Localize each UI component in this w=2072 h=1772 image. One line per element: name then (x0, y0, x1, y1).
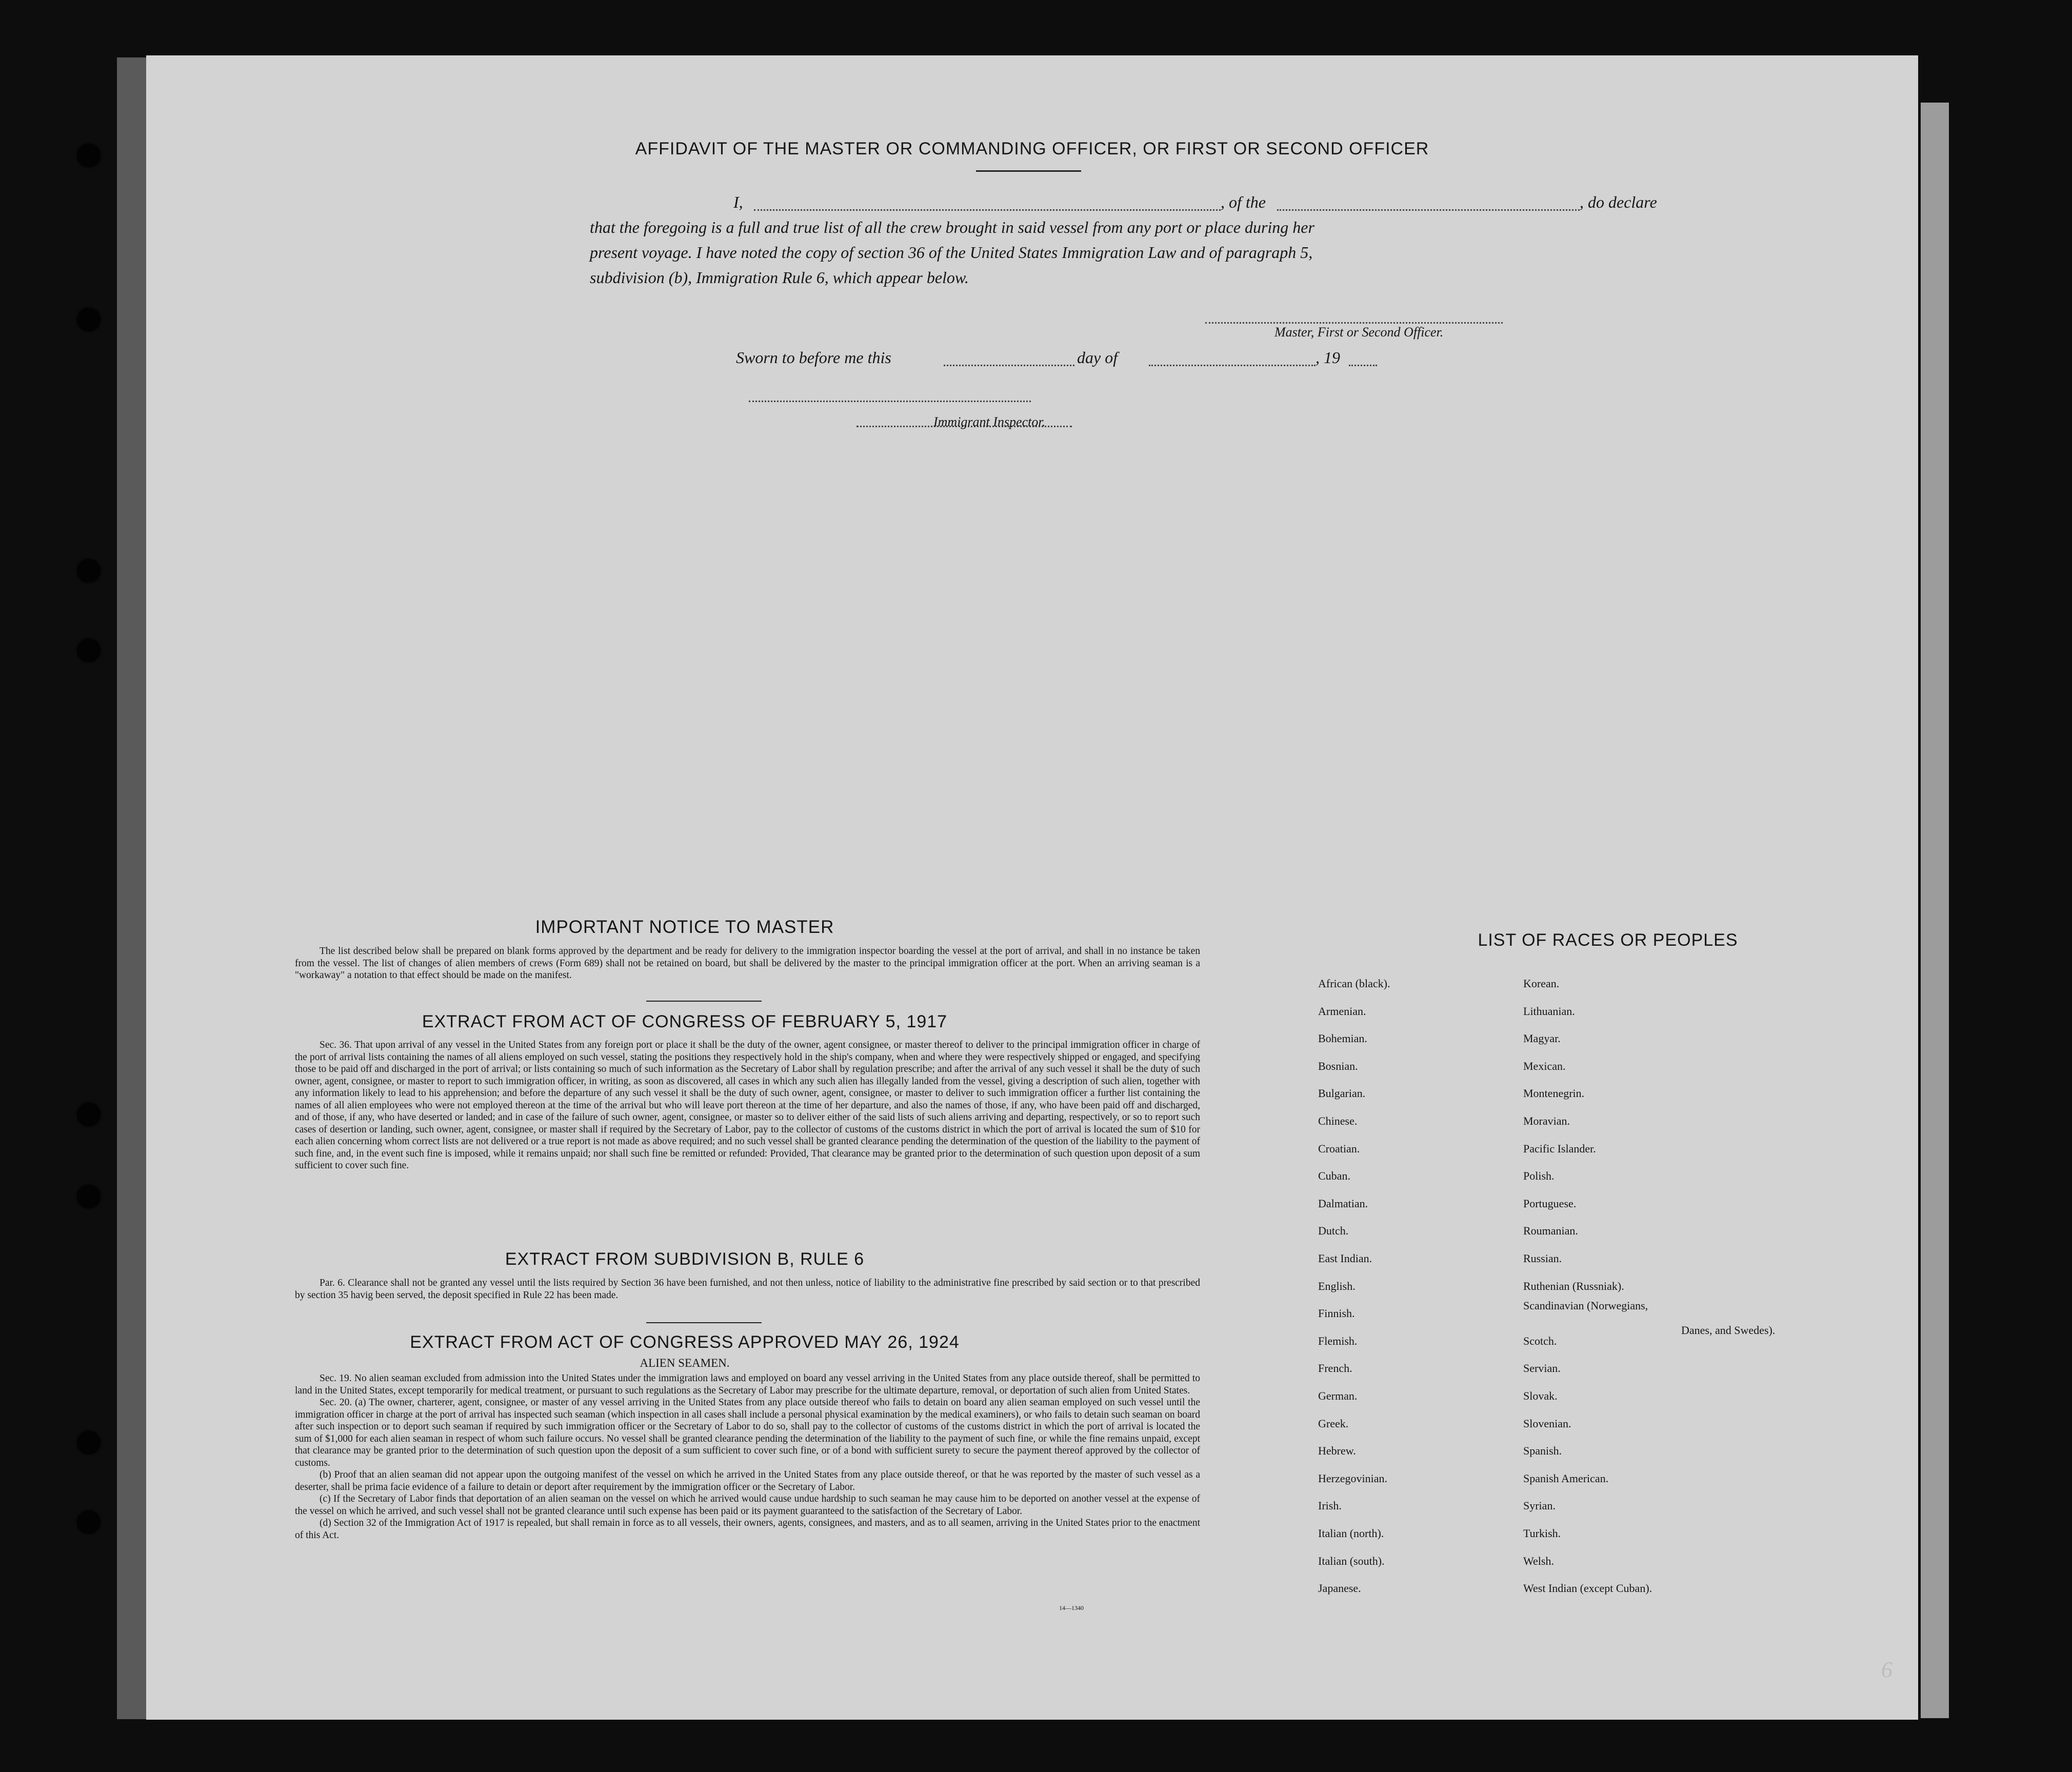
race-item: African (black). (1318, 977, 1390, 990)
punch-hole (77, 1103, 101, 1126)
race-item: Bohemian. (1318, 1032, 1367, 1045)
race-item: Servian. (1523, 1362, 1561, 1375)
punch-hole (77, 1431, 101, 1455)
extract-1924-title: EXTRACT FROM ACT OF CONGRESS APPROVED MAY 26, 1924 (410, 1332, 960, 1352)
race-item: Turkish. (1523, 1527, 1561, 1540)
sec-20a-text: Sec. 20. (a) The owner, charterer, agent, consignee, or master of any vessel arriving in the United States from any place outside thereof who fails to detain on board any alien seaman employed on such vessel until the immigration officer in charge at the port of arrival has inspected such seaman (which inspection in all cases shall include a personal physical examination by the medical examiners), or who fails to detain such seaman on board after such inspection or to deport such seaman if required by such immigration officer or the Secretary of Labor to do so, shall pay to the collector of customs of the customs district in which the port of arrival is located the sum of $1,000 for each alien seaman in respect of whom such failure occurs. No vessel shall be granted clearance pending the determination of the liability to the payment of such fine, or while the fine remains unpaid, except that clearance may be granted prior to the determination of such question upon the deposit of a sum sufficient to cover such fine, or of a bond with sufficient surety to secure the payment thereof approved by the collector of customs. (295, 1397, 1200, 1468)
race-item: Croatian. (1318, 1142, 1360, 1155)
back-page-margin (117, 57, 146, 1719)
title-rule (976, 170, 1081, 172)
extract-1924-subtitle: ALIEN SEAMEN. (640, 1357, 730, 1369)
year-blank (1349, 365, 1377, 366)
subdivision-text-block (295, 1277, 1200, 1301)
subdivision-title: EXTRACT FROM SUBDIVISION B, RULE 6 (505, 1249, 865, 1269)
divider (646, 1322, 762, 1323)
race-item: Slovenian. (1523, 1417, 1571, 1430)
race-item: Moravian. (1523, 1114, 1570, 1127)
race-item: Italian (north). (1318, 1527, 1384, 1540)
notice-title: IMPORTANT NOTICE TO MASTER (535, 917, 834, 937)
subdivision-text: Par. 6. Clearance shall not be granted any vessel until the lists required by Section 36 have been furnished, and not then unless, notice of liability to the administrative fine prescribed by said section or to that prescribed by section 35 havig been served, the deposit specified in Rule 22 has been made. (295, 1278, 1200, 1301)
affidavit-line-4: subdivision (b), Immigration Rule 6, which appear below. (590, 268, 969, 287)
vessel-blank (1277, 209, 1580, 211)
race-item: Hebrew. (1318, 1444, 1356, 1458)
race-item: West Indian (except Cuban). (1523, 1582, 1652, 1595)
race-item: Dalmatian. (1318, 1197, 1368, 1210)
extract-1917-title: EXTRACT FROM ACT OF CONGRESS OF FEBRUARY 5, 1917 (422, 1012, 948, 1031)
punch-hole (77, 1185, 101, 1208)
month-blank (1149, 365, 1316, 366)
extract-1924-text-block (295, 1372, 1200, 1541)
back-sheet-edge (1921, 103, 1949, 1718)
name-blank (754, 209, 1221, 211)
race-item: Italian (south). (1318, 1554, 1385, 1567)
race-item: Irish. (1318, 1499, 1342, 1512)
form-number: 14—1340 (1059, 1604, 1084, 1611)
sworn-text: Sworn to before me this (736, 348, 891, 367)
inspector-signature-line (749, 401, 1031, 402)
race-item: Pacific Islander. (1523, 1142, 1596, 1155)
affidavit-do-declare: , do declare (1580, 193, 1657, 211)
sec-19-text: Sec. 19. No alien seaman excluded from admission into the United States under the immigration laws and employed on board any vessel arriving in the United States from any place outside thereof, shall be permitted to land in the United States, except temporarily for medical treatment, or pursuant to such regulations as the Secretary of Labor may prescribe for the ultimate departure, removal, or deportation of such alien from United States. (295, 1373, 1200, 1396)
punch-hole (77, 144, 101, 167)
extract-1917-text-block (295, 1039, 1200, 1172)
sec-20b-text: (b) Proof that an alien seaman did not appear upon the outgoing manifest of the vessel on which he arrived in the United States from any place outside thereof, or that he was reported by the master of such vessel as a deserter, shall be prima facie evidence of a failure to detain or deport after requirement by the immigration officer or the Secretary of Labor. (295, 1469, 1200, 1492)
notice-text-block (295, 945, 1200, 982)
race-item: Chinese. (1318, 1114, 1358, 1127)
affidavit-line-2: that the foregoing is a full and true list of all the crew brought in said vessel from any port or place during her (590, 218, 1314, 236)
race-item: Scotch. (1523, 1334, 1557, 1347)
race-item: Roumanian. (1523, 1224, 1578, 1238)
race-right-continuation: Danes, and Swedes). (1681, 1324, 1776, 1337)
punch-hole (77, 308, 101, 331)
race-item: Finnish. (1318, 1307, 1355, 1320)
sec-20d-text: (d) Section 32 of the Immigration Act of 1917 is repealed, but shall remain in force as to all vessels, their owners, agents, consignees, and masters, and as to all seamen, arriving in the United States prior to the enactment of this Act. (295, 1518, 1200, 1541)
punch-hole (77, 559, 101, 583)
race-item: Russian. (1523, 1252, 1562, 1265)
handwritten-page-mark: 6 (1881, 1657, 1892, 1682)
race-item: Scandinavian (Norwegians, (1523, 1299, 1648, 1312)
race-item: Ruthenian (Russniak). (1523, 1279, 1624, 1292)
affidavit-i: I, (733, 193, 743, 211)
race-item: Portuguese. (1523, 1197, 1577, 1210)
race-item: East Indian. (1318, 1252, 1372, 1265)
race-item: English. (1318, 1279, 1356, 1292)
sec-20c-text: (c) If the Secretary of Labor finds that deportation of an alien seaman on the vessel on which he arrived would cause undue hardship to such seaman he may cause him to be deported on another vessel at the expense of the vessel on which he arrived, and such vessel shall not be granted clearance until such expense has been paid or its payment guaranteed to the satisfaction of the Secretary of Labor. (295, 1494, 1200, 1517)
race-item: Lithuanian. (1523, 1004, 1575, 1018)
sworn-line (590, 345, 1359, 371)
race-item: Flemish. (1318, 1334, 1358, 1347)
affidavit-title: AFFIDAVIT OF THE MASTER OR COMMANDING OFFICER, OR FIRST OR SECOND OFFICER (635, 139, 1429, 158)
master-signature-label: Master, First or Second Officer. (1274, 325, 1444, 340)
year-text: , 19 (1316, 348, 1340, 367)
race-item: German. (1318, 1389, 1358, 1402)
race-item: Greek. (1318, 1417, 1349, 1430)
race-item: Armenian. (1318, 1004, 1366, 1018)
race-item: Polish. (1523, 1169, 1555, 1183)
notice-text: The list described below shall be prepared on blank forms approved by the department and be ready for delivery to the immigration inspector boarding the vessel at the port of arrival, and shall in no instance be taken from the vessel. The list of changes of alien members of crews (Form 689) shall not be retained on board, but shall be delivered by the master to the principal immigration officer at the port. When an arriving seaman is a "workaway" a notation to that effect should be made on the manifest. (295, 946, 1200, 981)
race-item: Slovak. (1523, 1389, 1558, 1402)
affidavit-of-the: , of the (1221, 193, 1266, 211)
document-page (146, 55, 1918, 1720)
race-item: Mexican. (1523, 1059, 1566, 1072)
race-item: Herzegovinian. (1318, 1471, 1387, 1485)
races-title: LIST OF RACES OR PEOPLES (1478, 930, 1738, 950)
extract-1917-text: Sec. 36. That upon arrival of any vessel in the United States from any foreign port or place it shall be the duty of the owner, agent consignee, or master thereof to deliver to the principal immigration officer in charge of the port of arrival lists containing the names of all aliens employed on such vessel, stating the positions they respectively hold in the ship's company, when and where they were respectively shipped or engaged, and specifying those to be paid off and discharged in the port of arrival; or lists containing so much of such information as the Secretary of Labor shall by regulation prescribe; and after the arrival of any such vessel it shall be the duty of such owner, agent, consignee, or master to report to such immigration officer, in writing, as soon as discovered, all cases in which any such alien has illegally landed from the vessel, giving a description of such alien, together with any information likely to lead to his apprehension; and before the departure of any such vessel it shall be the duty of such owner, agent, consignee, or master to deliver to such immigration officer a further list containing the names of all alien employees who were not employed thereon at the time of the arrival but who will leave port thereon at the time of her departure, and also the names of those, if any, who have been paid off and discharged, and of those, if any, who have deserted or landed; and in case of the failure of such owner, agent, consignee, or master so to deliver either of the said lists of such aliens arriving and departing, respectively, or so to report such cases of desertion or landing, such owner, agent, consignee, or master shall if required by the Secretary of Labor, pay to the collector of customs of the customs district in which the port of arrival is located the sum of $10 for each alien concerning whom correct lists are not delivered or a true report is not made as above required; and no such vessel shall be granted clearance pending the determination of the question of the liability to the payment of such fine, and, in the event such fine is imposed, while it remains unpaid; nor shall such fine be remitted or refunded: Provided, That clearance may be granted prior to the determination of such question upon deposit of a sum sufficient to cover such fine. (295, 1040, 1200, 1171)
race-item: Bosnian. (1318, 1059, 1358, 1072)
race-item: Japanese. (1318, 1582, 1361, 1595)
punch-hole (77, 639, 101, 662)
punch-hole (77, 1510, 101, 1534)
affidavit-body (590, 190, 1677, 290)
inspector-label: Immigrant Inspector. (933, 414, 1046, 429)
race-item: French. (1318, 1362, 1352, 1375)
divider (646, 1001, 762, 1002)
race-item: Montenegrin. (1523, 1087, 1585, 1100)
day-of-text: day of (1077, 348, 1118, 367)
race-item: Cuban. (1318, 1169, 1350, 1183)
race-item: Spanish American. (1523, 1471, 1609, 1485)
race-item: Bulgarian. (1318, 1087, 1366, 1100)
race-item: Dutch. (1318, 1224, 1349, 1238)
affidavit-line-3: present voyage. I have noted the copy of section 36 of the United States Immigration Law and of paragraph 5, (590, 243, 1313, 262)
race-item: Spanish. (1523, 1444, 1562, 1458)
race-item: Syrian. (1523, 1499, 1556, 1512)
race-item: Welsh. (1523, 1554, 1554, 1567)
race-item: Magyar. (1523, 1032, 1561, 1045)
day-blank (944, 365, 1074, 366)
race-item: Korean. (1523, 977, 1560, 990)
